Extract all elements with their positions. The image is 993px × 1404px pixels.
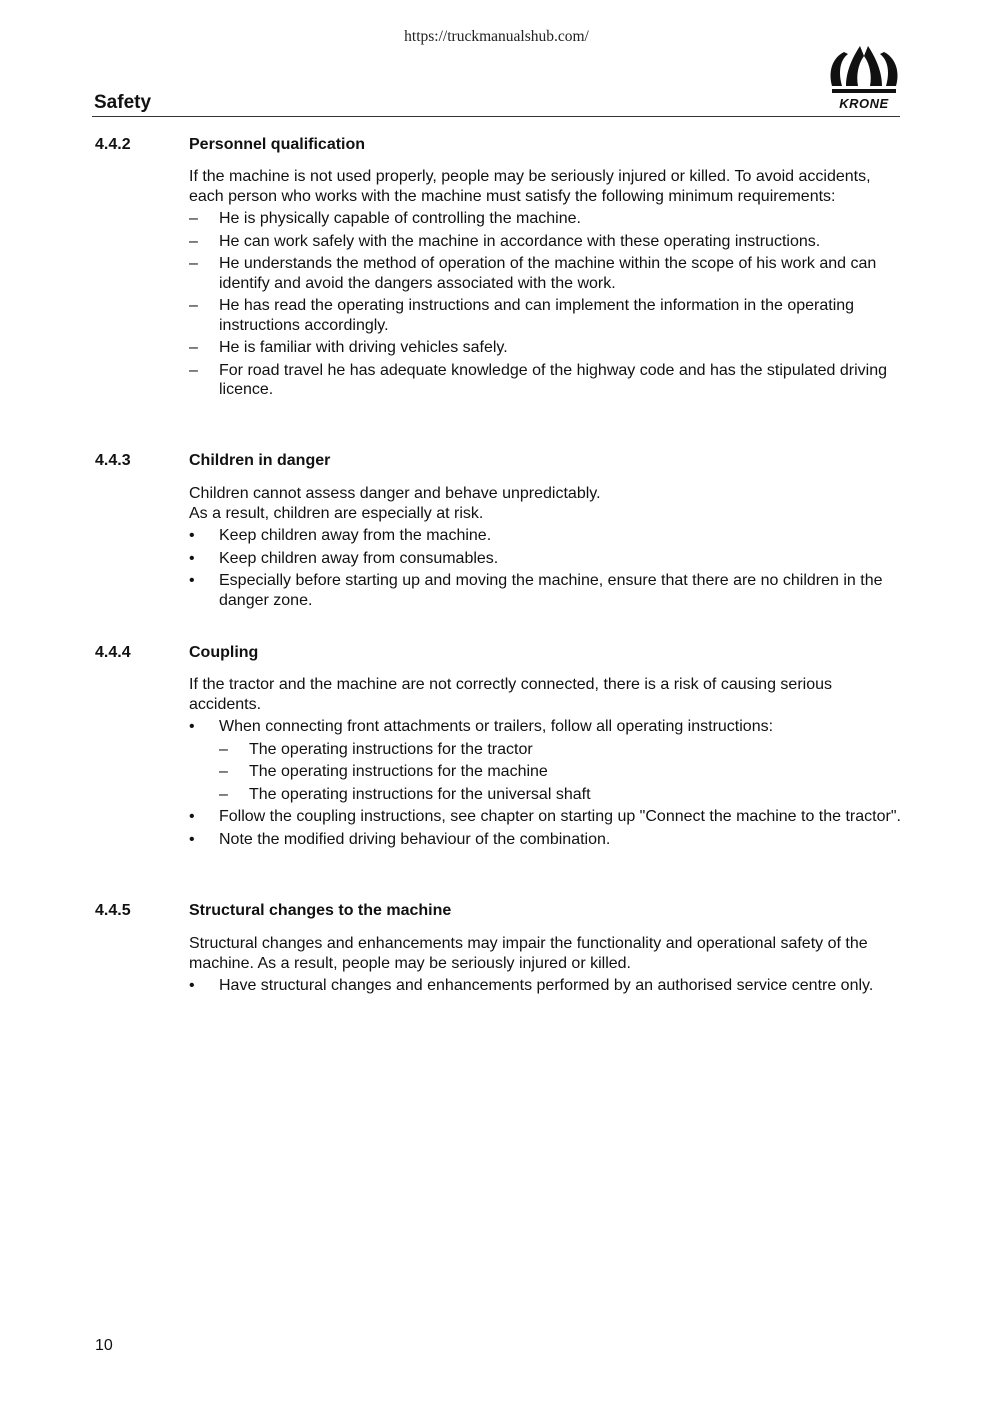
bullet-marker: • bbox=[189, 718, 195, 735]
list-item-text: Have structural changes and enhancements performed by an authorised service centre only. bbox=[219, 977, 874, 994]
section-number: 4.4.5 bbox=[95, 902, 131, 919]
dash-marker: – bbox=[219, 740, 228, 758]
dash-marker: – bbox=[189, 339, 198, 356]
sub-list-item bbox=[189, 785, 901, 805]
list-item-text: Keep children away from the machine. bbox=[219, 527, 492, 544]
header-rule bbox=[92, 116, 900, 117]
list-item-text: He can work safely with the machine in accordance with these operating instructions. bbox=[219, 232, 821, 250]
list-item-text: Keep children away from consumables. bbox=[219, 549, 499, 567]
dash-marker: – bbox=[219, 763, 228, 780]
dash-marker: – bbox=[189, 255, 198, 272]
section-heading: Coupling bbox=[189, 644, 259, 661]
svg-text:KRONE: KRONE bbox=[839, 96, 889, 111]
section-number: 4.4.4 bbox=[95, 644, 131, 661]
list-item bbox=[189, 254, 901, 293]
dash-marker: – bbox=[219, 785, 228, 803]
list-item bbox=[189, 549, 901, 569]
list-item-text: He is familiar with driving vehicles safely. bbox=[219, 339, 508, 356]
section-body bbox=[189, 934, 901, 999]
page-section-title: Safety bbox=[94, 92, 152, 113]
paragraph: Children cannot assess danger and behave unpredictably. bbox=[189, 485, 601, 502]
section-heading: Children in danger bbox=[189, 452, 331, 469]
list-item-text: He is physically capable of controlling the machine. bbox=[219, 210, 581, 227]
bullet-marker: • bbox=[189, 527, 195, 544]
list-item-text: Especially before starting up and moving the machine, ensure that there are no children in the danger zone. bbox=[219, 572, 883, 609]
list-item bbox=[189, 571, 901, 610]
list-item bbox=[189, 338, 901, 358]
section-body bbox=[189, 675, 901, 852]
list-item-text: Follow the coupling instructions, see chapter on starting up "Connect the machine to the tractor". bbox=[219, 808, 901, 825]
section-heading: Personnel qualification bbox=[189, 136, 366, 153]
sub-list-item bbox=[189, 762, 901, 782]
section-number: 4.4.3 bbox=[95, 452, 131, 469]
source-url: https://truckmanualshub.com/ bbox=[404, 28, 589, 45]
list-item bbox=[189, 209, 901, 229]
sub-list-item bbox=[189, 740, 901, 760]
list-item bbox=[189, 807, 901, 827]
dash-marker: – bbox=[189, 361, 198, 379]
bullet-marker: • bbox=[189, 572, 195, 589]
paragraph: If the machine is not used properly, people may be seriously injured or killed. To avoid accidents, each person who works with the machine must satisfy the following minimum requirements: bbox=[189, 168, 871, 205]
list-item bbox=[189, 361, 901, 400]
list-item bbox=[189, 717, 901, 737]
bullet-marker: • bbox=[189, 808, 195, 825]
section-heading: Structural changes to the machine bbox=[189, 902, 452, 919]
list-item bbox=[189, 976, 901, 996]
list-item bbox=[189, 232, 901, 252]
krone-logo bbox=[826, 42, 902, 112]
list-item bbox=[189, 830, 901, 850]
list-item-text: The operating instructions for the machine bbox=[249, 763, 548, 780]
bullet-marker: • bbox=[189, 549, 195, 567]
dash-marker: – bbox=[189, 297, 198, 314]
list-item-text: The operating instructions for the universal shaft bbox=[249, 785, 591, 803]
list-item-text: He understands the method of operation of the machine within the scope of his work and can identify and avoid the dangers associated with the work. bbox=[219, 255, 877, 292]
list-item-text: The operating instructions for the tractor bbox=[249, 740, 533, 758]
list-item-text: For road travel he has adequate knowledge of the highway code and has the stipulated driving licence. bbox=[219, 361, 887, 398]
section-body bbox=[189, 484, 901, 613]
page-number: 10 bbox=[95, 1337, 113, 1354]
list-item-text: He has read the operating instructions and can implement the information in the operating instructions accordingly. bbox=[219, 297, 855, 334]
paragraph: Structural changes and enhancements may impair the functionality and operational safety of the machine. As a result, people may be seriously injured or killed. bbox=[189, 935, 868, 972]
bullet-marker: • bbox=[189, 830, 195, 848]
dash-marker: – bbox=[189, 210, 198, 227]
section-number: 4.4.2 bbox=[95, 136, 131, 153]
dash-marker: – bbox=[189, 232, 198, 250]
list-item-text: When connecting front attachments or trailers, follow all operating instructions: bbox=[219, 718, 774, 735]
paragraph: As a result, children are especially at risk. bbox=[189, 504, 484, 522]
paragraph: If the tractor and the machine are not correctly connected, there is a risk of causing serious accidents. bbox=[189, 676, 832, 713]
bullet-marker: • bbox=[189, 977, 195, 994]
section-body bbox=[189, 167, 901, 403]
list-item bbox=[189, 296, 901, 335]
list-item-text: Note the modified driving behaviour of the combination. bbox=[219, 830, 611, 848]
list-item bbox=[189, 526, 901, 546]
